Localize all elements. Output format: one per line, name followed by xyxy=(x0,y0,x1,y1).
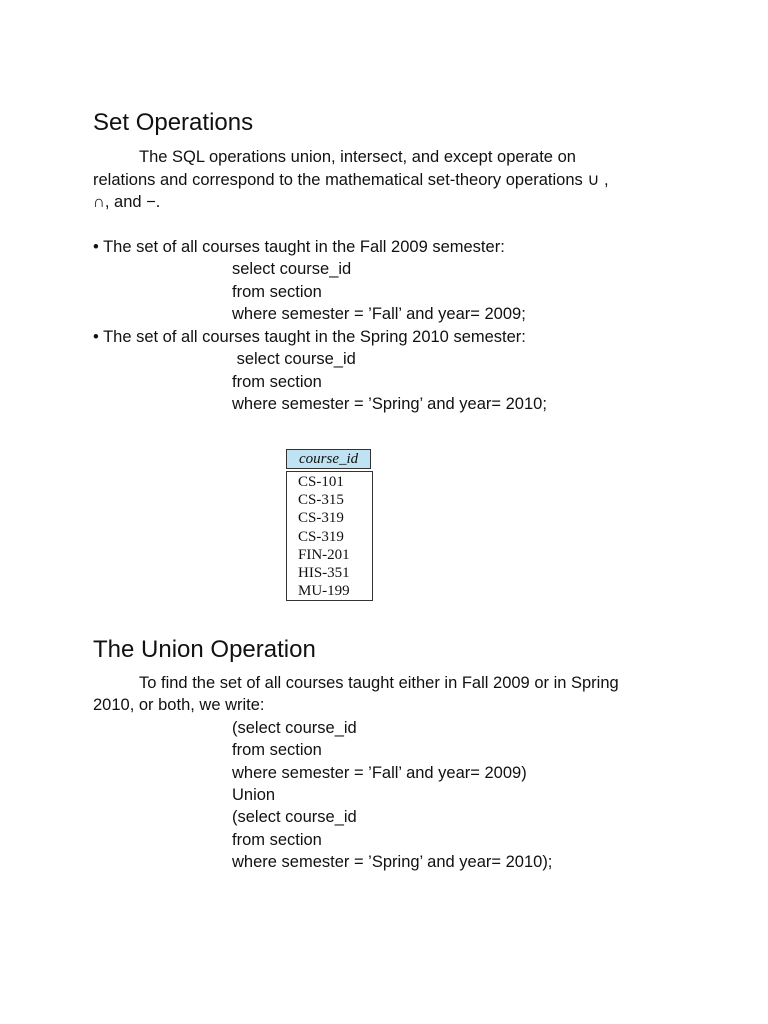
table-cell: CS-315 xyxy=(298,492,344,509)
table-cell: CS-319 xyxy=(298,510,344,527)
union-query-line-6: from section xyxy=(232,831,322,849)
union-query-line-2: from section xyxy=(232,741,322,759)
table-cell: CS-319 xyxy=(298,528,344,545)
union-query-line-3: where semester = ’Fall’ and year= 2009) xyxy=(232,764,527,782)
table-cell: CS-101 xyxy=(298,474,344,490)
union-keyword: Union xyxy=(232,786,276,804)
section-heading-set-operations: Set Operations xyxy=(93,109,254,136)
intro-line-3: ∩, and −. xyxy=(93,193,161,211)
query1-line-1: select course_id xyxy=(232,260,352,278)
query1-line-2: from section xyxy=(232,283,322,301)
union-intro-line-2: 2010, or both, we write: xyxy=(93,696,265,714)
query2-line-3: where semester = ’Spring’ and year= 2010; xyxy=(232,395,547,413)
result-table xyxy=(286,449,373,601)
union-intro-line-1: To find the set of all courses taught either in Fall 2009 or in Spring xyxy=(139,674,619,692)
intro-line-1: The SQL operations union, intersect, and except operate on xyxy=(139,148,576,166)
union-query-line-7: where semester = ’Spring’ and year= 2010); xyxy=(232,853,553,871)
bullet-fall-2009: • The set of all courses taught in the Fall 2009 semester: xyxy=(93,238,505,256)
query1-line-3: where semester = ’Fall’ and year= 2009; xyxy=(232,305,526,323)
result-table-header: course_id xyxy=(286,449,371,469)
section-heading-union-operation: The Union Operation xyxy=(93,636,316,663)
result-table-body xyxy=(286,471,373,601)
table-cell: MU-199 xyxy=(298,583,350,600)
table-cell: HIS-351 xyxy=(298,565,350,582)
query2-line-2: from section xyxy=(232,373,322,391)
union-query-line-5: (select course_id xyxy=(232,808,357,826)
bullet-spring-2010: • The set of all courses taught in the Spring 2010 semester: xyxy=(93,328,526,346)
query2-line-1: select course_id xyxy=(232,350,356,368)
intro-line-2: relations and correspond to the mathematical set-theory operations ∪ , xyxy=(93,171,609,189)
table-cell: FIN-201 xyxy=(298,546,350,563)
union-query-line-1: (select course_id xyxy=(232,719,357,737)
